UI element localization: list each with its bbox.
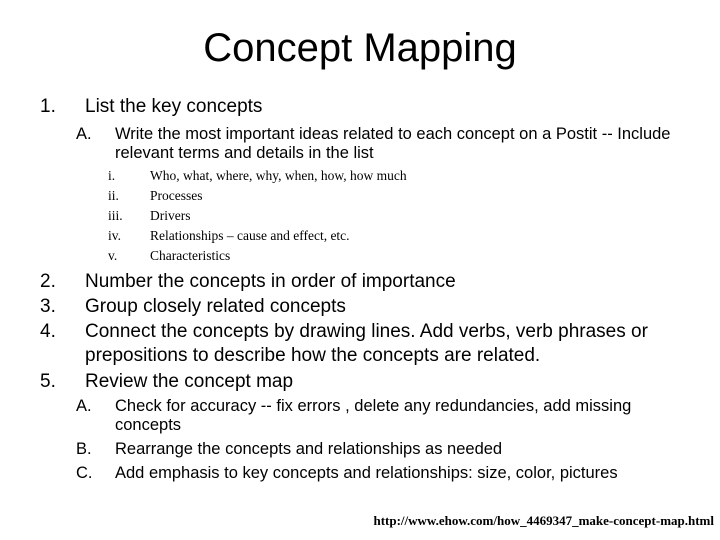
- step-number: 4.: [40, 321, 56, 342]
- detail-text: Drivers: [150, 208, 191, 223]
- detail-numeral: v.: [108, 248, 118, 263]
- detail-text: Characteristics: [150, 248, 231, 263]
- subitem-letter: C.: [76, 464, 93, 482]
- step-text: Connect the concepts by drawing lines. Add verbs, verb phrases or prepositions to describe how the concepts are related.: [85, 321, 648, 366]
- step-text: Review the concept map: [85, 371, 294, 392]
- subitem-letter: B.: [76, 440, 92, 458]
- detail-numeral: iv.: [108, 228, 121, 243]
- step-number: 2.: [40, 271, 56, 292]
- detail-text: Processes: [150, 188, 203, 203]
- detail-numeral: ii.: [108, 188, 119, 203]
- detail-numeral: i.: [108, 168, 116, 183]
- detail-text: Who, what, where, why, when, how, how much: [150, 168, 407, 183]
- subitem-text: Rearrange the concepts and relationships as needed: [115, 440, 503, 458]
- step-text: List the key concepts: [85, 96, 263, 117]
- subitem-letter: A.: [76, 125, 92, 143]
- step-number: 3.: [40, 296, 56, 317]
- step-text: Group closely related concepts: [85, 296, 346, 317]
- detail-text: Relationships – cause and effect, etc.: [150, 228, 350, 243]
- step-number: 1.: [40, 96, 56, 117]
- subitem-text: Add emphasis to key concepts and relationships: size, color, pictures: [115, 464, 618, 482]
- step-number: 5.: [40, 371, 56, 392]
- detail-numeral: iii.: [108, 208, 123, 223]
- subitem-letter: A.: [76, 397, 92, 415]
- source-url: http://www.ehow.com/how_4469347_make-concept-map.html: [373, 513, 714, 528]
- step-text: Number the concepts in order of importance: [85, 271, 456, 292]
- subitem-text: Write the most important ideas related to each concept on a Postit -- Include relevant terms and details in the list: [115, 125, 671, 162]
- subitem-text: Check for accuracy -- fix errors , delete any redundancies, add missing concepts: [115, 397, 632, 434]
- slide-title: Concept Mapping: [203, 26, 517, 70]
